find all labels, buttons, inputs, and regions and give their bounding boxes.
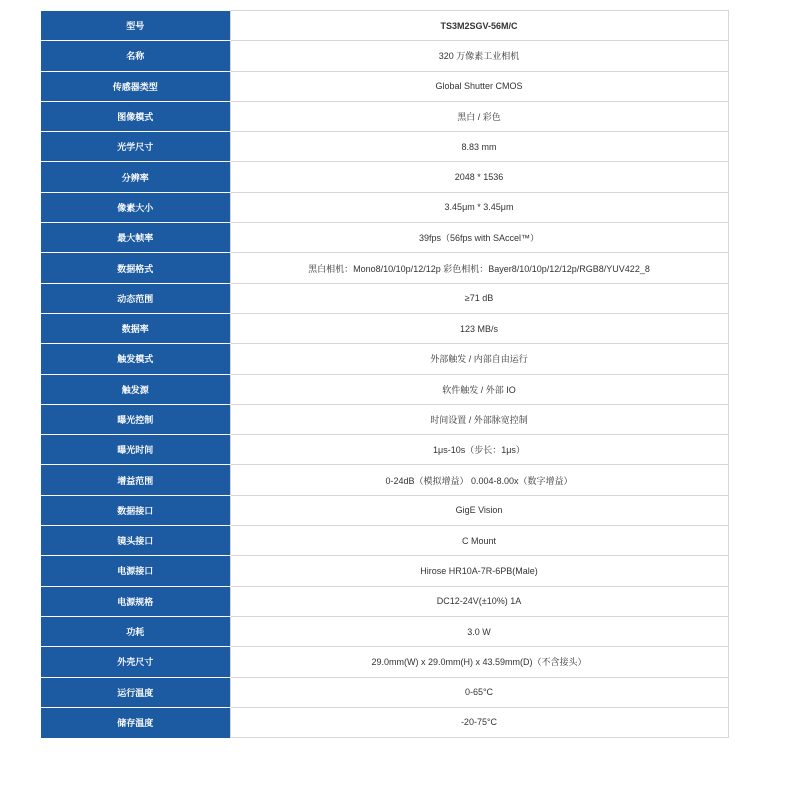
spec-label: 型号 xyxy=(41,11,230,41)
spec-row xyxy=(41,404,728,434)
spec-table-body xyxy=(41,11,728,738)
spec-value: C Mount xyxy=(230,526,728,556)
spec-value: 0-65°C xyxy=(230,677,728,707)
spec-row xyxy=(41,101,728,131)
spec-label: 曝光时间 xyxy=(41,435,230,465)
spec-label: 电源接口 xyxy=(41,556,230,586)
spec-label: 外壳尺寸 xyxy=(41,647,230,677)
spec-row xyxy=(41,556,728,586)
spec-value: 8.83 mm xyxy=(230,132,728,162)
spec-row xyxy=(41,344,728,374)
spec-value: 0-24dB（模拟增益） 0.004-8.00x（数字增益） xyxy=(230,465,728,495)
spec-row xyxy=(41,71,728,101)
spec-label: 图像模式 xyxy=(41,101,230,131)
spec-row xyxy=(41,192,728,222)
spec-value: DC12-24V(±10%) 1A xyxy=(230,586,728,616)
spec-value: ≥71 dB xyxy=(230,283,728,313)
spec-label: 镜头接口 xyxy=(41,526,230,556)
spec-row xyxy=(41,223,728,253)
spec-label: 电源规格 xyxy=(41,586,230,616)
spec-label: 像素大小 xyxy=(41,192,230,222)
spec-label: 名称 xyxy=(41,41,230,71)
spec-label: 增益范围 xyxy=(41,465,230,495)
spec-label: 储存温度 xyxy=(41,707,230,737)
spec-label: 数据格式 xyxy=(41,253,230,283)
spec-label: 动态范围 xyxy=(41,283,230,313)
spec-value: GigE Vision xyxy=(230,495,728,525)
spec-value: 黑白 / 彩色 xyxy=(230,101,728,131)
spec-row xyxy=(41,374,728,404)
spec-label: 最大帧率 xyxy=(41,223,230,253)
spec-row xyxy=(41,41,728,71)
spec-row xyxy=(41,526,728,556)
spec-value: 3.45μm * 3.45μm xyxy=(230,192,728,222)
spec-value: 黑白相机：Mono8/10/10p/12/12p 彩色相机：Bayer8/10/10p/12/12p/RGB8/YUV422_8 xyxy=(230,253,728,283)
spec-value: TS3M2SGV-56M/C xyxy=(230,11,728,41)
spec-value: 时间设置 / 外部脉宽控制 xyxy=(230,404,728,434)
spec-row xyxy=(41,586,728,616)
spec-value: 39fps（56fps with SAccel™） xyxy=(230,223,728,253)
spec-row xyxy=(41,253,728,283)
spec-row xyxy=(41,162,728,192)
spec-row xyxy=(41,435,728,465)
spec-row xyxy=(41,647,728,677)
spec-value: Global Shutter CMOS xyxy=(230,71,728,101)
spec-row xyxy=(41,283,728,313)
spec-row xyxy=(41,616,728,646)
spec-label: 数据接口 xyxy=(41,495,230,525)
spec-label: 传感器类型 xyxy=(41,71,230,101)
spec-label: 光学尺寸 xyxy=(41,132,230,162)
spec-value: 软件触发 / 外部 IO xyxy=(230,374,728,404)
spec-value: 2048 * 1536 xyxy=(230,162,728,192)
spec-label: 触发模式 xyxy=(41,344,230,374)
spec-label: 分辨率 xyxy=(41,162,230,192)
spec-value: Hirose HR10A-7R-6PB(Male) xyxy=(230,556,728,586)
spec-row xyxy=(41,495,728,525)
spec-value: -20-75°C xyxy=(230,707,728,737)
spec-table xyxy=(41,10,729,738)
spec-value: 3.0 W xyxy=(230,616,728,646)
spec-label: 曝光控制 xyxy=(41,404,230,434)
spec-label: 功耗 xyxy=(41,616,230,646)
spec-value: 123 MB/s xyxy=(230,313,728,343)
spec-sheet xyxy=(41,10,728,738)
spec-label: 触发源 xyxy=(41,374,230,404)
spec-row xyxy=(41,707,728,737)
spec-value: 29.0mm(W) x 29.0mm(H) x 43.59mm(D)（不含接头） xyxy=(230,647,728,677)
spec-row xyxy=(41,465,728,495)
spec-row xyxy=(41,313,728,343)
spec-row xyxy=(41,677,728,707)
spec-label: 运行温度 xyxy=(41,677,230,707)
spec-row xyxy=(41,132,728,162)
spec-label: 数据率 xyxy=(41,313,230,343)
spec-value: 外部触发 / 内部自由运行 xyxy=(230,344,728,374)
spec-value: 1μs-10s（步长：1μs） xyxy=(230,435,728,465)
spec-value: 320 万像素工业相机 xyxy=(230,41,728,71)
spec-row xyxy=(41,11,728,41)
